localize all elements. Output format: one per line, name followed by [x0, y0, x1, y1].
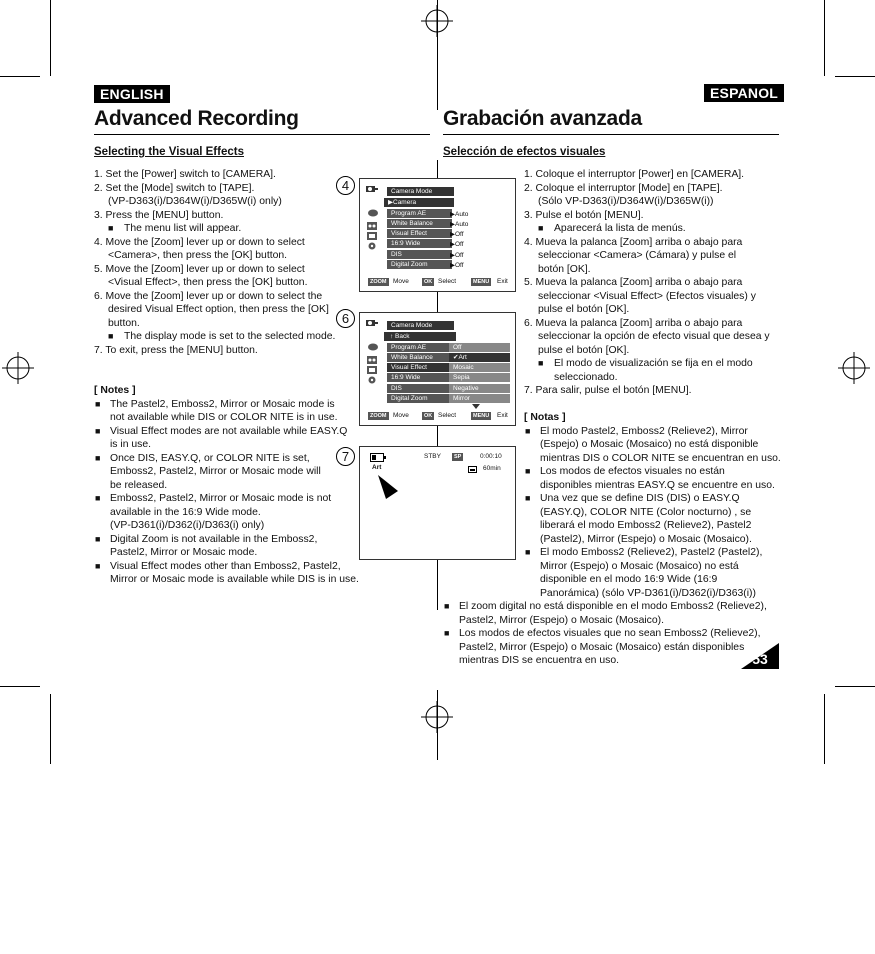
menu-button-label: MENU — [473, 413, 490, 419]
standby-status: STBY — [424, 453, 441, 460]
battery-icon — [370, 453, 386, 462]
step-text: 6. Mueva la palanca [Zoom] arriba o abajo para — [524, 317, 743, 329]
pointer-arrow-icon — [376, 473, 400, 501]
time-counter: 0:00:10 — [480, 453, 502, 460]
crop-mark — [824, 694, 825, 764]
step-number-badge: 4 — [336, 176, 355, 195]
camera-mode-icon — [366, 319, 378, 327]
step-bullet: ■ Aparecerá la lista de menús. — [538, 223, 686, 234]
step-text: <Visual Effect>, then press the [OK] button. — [108, 277, 308, 288]
menu-item[interactable]: Digital Zoom — [387, 260, 452, 269]
lcd-screen-submenu — [359, 312, 516, 426]
step-bullet: ■ The display mode is set to the selected mode. — [108, 331, 336, 342]
note-item: ■ Los modos de efectos visuales no están — [525, 466, 725, 477]
note-item: ■ Emboss2, Pastel2, Mirror or Mosaic mode is not — [95, 493, 332, 504]
step-text: 2. Set the [Mode] switch to [TAPE]. — [94, 182, 255, 194]
step-text: button. — [108, 317, 140, 329]
step-text: desired Visual Effect option, then press the [OK] — [108, 304, 329, 315]
note-line: disponible en el modo 16:9 Wide (16:9 — [540, 574, 718, 585]
option-item[interactable]: Mirror — [449, 394, 510, 403]
step-text: seleccionado. — [554, 371, 618, 383]
move-label: Move — [393, 278, 409, 285]
espanol-tag: ESPANOL — [704, 84, 784, 102]
menu-item[interactable]: Program AE — [387, 209, 452, 218]
step-text: pulse el botón [OK]. — [538, 344, 630, 356]
step-text: <Camera>, then press the [OK] button. — [108, 250, 288, 261]
note-line: Pastel2, Mirror (Espejo) o Mosaic (Mosaico) están disponibles — [459, 641, 745, 653]
camera-mode-icon — [366, 185, 378, 193]
page-number-badge — [741, 643, 779, 669]
back-item[interactable]: ↑ Back — [384, 332, 456, 341]
crop-mark — [835, 76, 875, 77]
step-text: seleccionar <Camera> (Cámara) y pulse el — [538, 250, 737, 261]
menu-item[interactable]: White Balance — [387, 219, 452, 228]
step-text: 7. Para salir, pulse el botón [MENU]. — [524, 385, 692, 396]
note-line: Pastel2, Mirror (Espejo) o Mosaic (Mosaico). — [459, 614, 664, 626]
menu-value: ▶Off — [450, 262, 464, 269]
step-text: 5. Move the [Zoom] lever up or down to select — [94, 263, 305, 275]
note-line: Emboss2, Pastel2, Mirror or Mosaic mode will — [110, 466, 321, 477]
step-text: 3. Pulse el botón [MENU]. — [524, 209, 644, 221]
title-rule — [443, 134, 779, 135]
notes-heading: [ Notes ] — [94, 385, 136, 396]
tape-icon — [468, 466, 477, 473]
note-line: Mirror or Mosaic mode is available while DIS is in use. — [110, 574, 359, 585]
registration-mark-icon — [2, 352, 34, 384]
page-title-es: Grabación avanzada — [443, 107, 642, 130]
step-number-badge: 6 — [336, 309, 355, 328]
lcd-screen-recording — [359, 446, 516, 560]
step-text: 5. Mueva la palanca [Zoom] arriba o abajo para — [524, 277, 743, 288]
menu-selected-item[interactable]: ▶Camera — [384, 198, 454, 207]
menu-item[interactable]: 16:9 Wide — [387, 239, 452, 248]
note-item: ■ The Pastel2, Emboss2, Mirror or Mosaic mode is — [95, 398, 335, 410]
note-line: mientras DIS o COLOR NITE se encuentran en uso. — [540, 452, 781, 464]
zoom-button-label: ZOOM — [370, 279, 387, 285]
step-text: seleccionar la opción de efecto visual que desea y — [538, 331, 770, 342]
art-effect-label: Art — [372, 464, 382, 471]
note-line: liberará el modo Emboss2 (Relieve2), Pastel2 — [540, 520, 752, 531]
menu-item[interactable]: Digital Zoom — [387, 394, 450, 403]
note-item: ■ Los modos de efectos visuales que no sean Emboss2 (Relieve2), — [444, 628, 761, 639]
note-line: mientras DIS se encuentra en uso. — [459, 655, 619, 666]
english-tag: ENGLISH — [94, 85, 170, 103]
option-item[interactable]: Mosaic — [449, 363, 510, 372]
menu-header: Camera Mode — [387, 321, 454, 330]
step-text: 3. Press the [MENU] button. — [94, 209, 224, 221]
step-text: 2. Coloque el interruptor [Mode] en [TAPE]. — [524, 182, 723, 194]
note-line: available in the 16:9 Wide mode. — [110, 506, 261, 518]
english-notes — [94, 384, 369, 587]
registration-mark-icon — [838, 352, 870, 384]
menu-header: Camera Mode — [387, 187, 454, 196]
note-line: (EASY.Q), COLOR NITE (Color nocturno) , se — [540, 506, 752, 518]
camera-icon — [367, 343, 379, 351]
select-label: Select — [438, 412, 457, 419]
menu-item-active[interactable]: Visual Effect — [387, 363, 450, 372]
crop-mark — [824, 0, 825, 76]
note-line: (Pastel2), Mirror (Espejo) o Mosaic (Mosaico). — [540, 533, 752, 545]
note-line: is in use. — [110, 439, 152, 450]
exit-label: Exit — [497, 412, 508, 419]
spanish-steps — [524, 168, 786, 398]
spanish-notes-continued — [443, 600, 773, 668]
option-item[interactable]: Off — [449, 343, 510, 352]
page-title-en: Advanced Recording — [94, 107, 299, 130]
spanish-notes — [524, 411, 786, 600]
crop-mark — [835, 686, 875, 687]
note-item: ■ Once DIS, EASY.Q, or COLOR NITE is set, — [95, 452, 310, 464]
step-text: botón [OK]. — [538, 263, 591, 275]
menu-value: ▶Auto — [450, 211, 469, 218]
step-text: 6. Move the [Zoom] lever up or down to select the — [94, 290, 323, 302]
cassette-icon — [367, 356, 379, 364]
note-line: Panorámica) (sólo VP-D361(i)/D362(i)/D363(i)) — [540, 587, 756, 599]
crop-mark — [0, 76, 40, 77]
menu-item[interactable]: 16:9 Wide — [387, 373, 450, 382]
menu-item[interactable]: White Balance — [387, 353, 450, 362]
note-line: Pastel2, Mirror or Mosaic mode. — [110, 547, 258, 558]
menu-value: ▶Off — [450, 252, 464, 259]
step-text: (VP-D363(i)/D364W(i)/D365W(i) only) — [108, 196, 282, 207]
step-bullet: ■ El modo de visualización se fija en el modo — [538, 358, 753, 369]
option-item[interactable]: Sepia — [449, 373, 510, 382]
page-number: 53 — [752, 651, 768, 667]
note-item: ■ Visual Effect modes are not available while EASY.Q — [95, 425, 348, 437]
note-line: Mirror (Espejo) o Mosaic (Mosaico) no está — [540, 560, 739, 572]
ok-button-label: OK — [424, 279, 433, 285]
menu-item[interactable]: DIS — [387, 384, 450, 393]
step-text: 4. Mueva la palanca [Zoom] arriba o abajo para — [524, 236, 743, 248]
move-label: Move — [393, 412, 409, 419]
remaining-time: 60min — [483, 465, 501, 472]
menu-item[interactable]: Visual Effect — [387, 229, 452, 238]
step-number-badge: 7 — [336, 447, 355, 466]
option-item-selected[interactable]: ✔Art — [449, 353, 510, 362]
note-line: disponibles mientras EASY.Q se encuentre en uso. — [540, 479, 775, 491]
gear-icon — [367, 242, 379, 250]
camera-icon — [367, 209, 379, 217]
note-item: ■ Visual Effect modes other than Emboss2, Pastel2, — [95, 560, 341, 572]
option-item[interactable]: Negative — [449, 384, 510, 393]
registration-mark-icon — [421, 5, 453, 37]
crop-mark — [50, 0, 51, 76]
ok-button-label: OK — [424, 413, 433, 419]
note-item: ■ Una vez que se define DIS (DIS) o EASY.Q — [525, 493, 740, 504]
step-text: pulse el botón [OK]. — [538, 304, 630, 315]
step-text: 7. To exit, press the [MENU] button. — [94, 344, 258, 356]
step-text: 1. Set the [Power] switch to [CAMERA]. — [94, 169, 276, 180]
display-icon — [367, 232, 379, 240]
english-steps — [94, 168, 364, 357]
menu-value: ▶Off — [450, 241, 464, 248]
cassette-icon — [367, 222, 379, 230]
step-text: seleccionar <Visual Effect> (Efectos visuales) y — [538, 290, 756, 302]
select-label: Select — [438, 278, 457, 285]
menu-button-label: MENU — [473, 279, 490, 285]
note-line: not available while DIS or COLOR NITE is in use. — [110, 412, 338, 423]
crop-mark — [0, 686, 40, 687]
menu-value: ▶Auto — [450, 221, 469, 228]
exit-label: Exit — [497, 278, 508, 285]
section-heading-en: Selecting the Visual Effects — [94, 146, 244, 158]
note-line: (Espejo) o Mosaic (Mosaico) no está disponible — [540, 439, 759, 450]
menu-value: ▶Off — [450, 231, 464, 238]
note-item: ■ El modo Emboss2 (Relieve2), Pastel2 (Pastel2), — [525, 547, 763, 558]
note-line: be released. — [110, 479, 168, 491]
menu-item[interactable]: Program AE — [387, 343, 450, 352]
scroll-down-icon — [472, 404, 480, 409]
section-heading-es: Selección de efectos visuales — [443, 146, 606, 158]
note-item: ■ El zoom digital no está disponible en el modo Emboss2 (Relieve2), — [444, 601, 767, 612]
title-rule — [94, 134, 430, 135]
display-icon — [367, 366, 379, 374]
lcd-screen-menu — [359, 178, 516, 292]
note-line: (VP-D361(i)/D362(i)/D363(i) only) — [110, 520, 265, 531]
note-item: ■ Digital Zoom is not available in the Emboss2, — [95, 533, 318, 545]
step-text: 4. Move the [Zoom] lever up or down to select — [94, 236, 305, 248]
notes-heading: [ Notas ] — [524, 412, 566, 423]
step-bullet: ■ The menu list will appear. — [108, 223, 242, 234]
crop-mark — [50, 694, 51, 764]
sp-badge: SP — [454, 454, 462, 460]
gear-icon — [367, 376, 379, 384]
step-text: 1. Coloque el interruptor [Power] en [CAMERA]. — [524, 169, 745, 180]
registration-mark-icon — [421, 701, 453, 733]
note-item: ■ El modo Pastel2, Emboss2 (Relieve2), Mirror — [525, 425, 748, 437]
menu-item[interactable]: DIS — [387, 250, 452, 259]
step-text: (Sólo VP-D363(i)/D364W(i)/D365W(i)) — [538, 196, 714, 207]
zoom-button-label: ZOOM — [370, 413, 387, 419]
